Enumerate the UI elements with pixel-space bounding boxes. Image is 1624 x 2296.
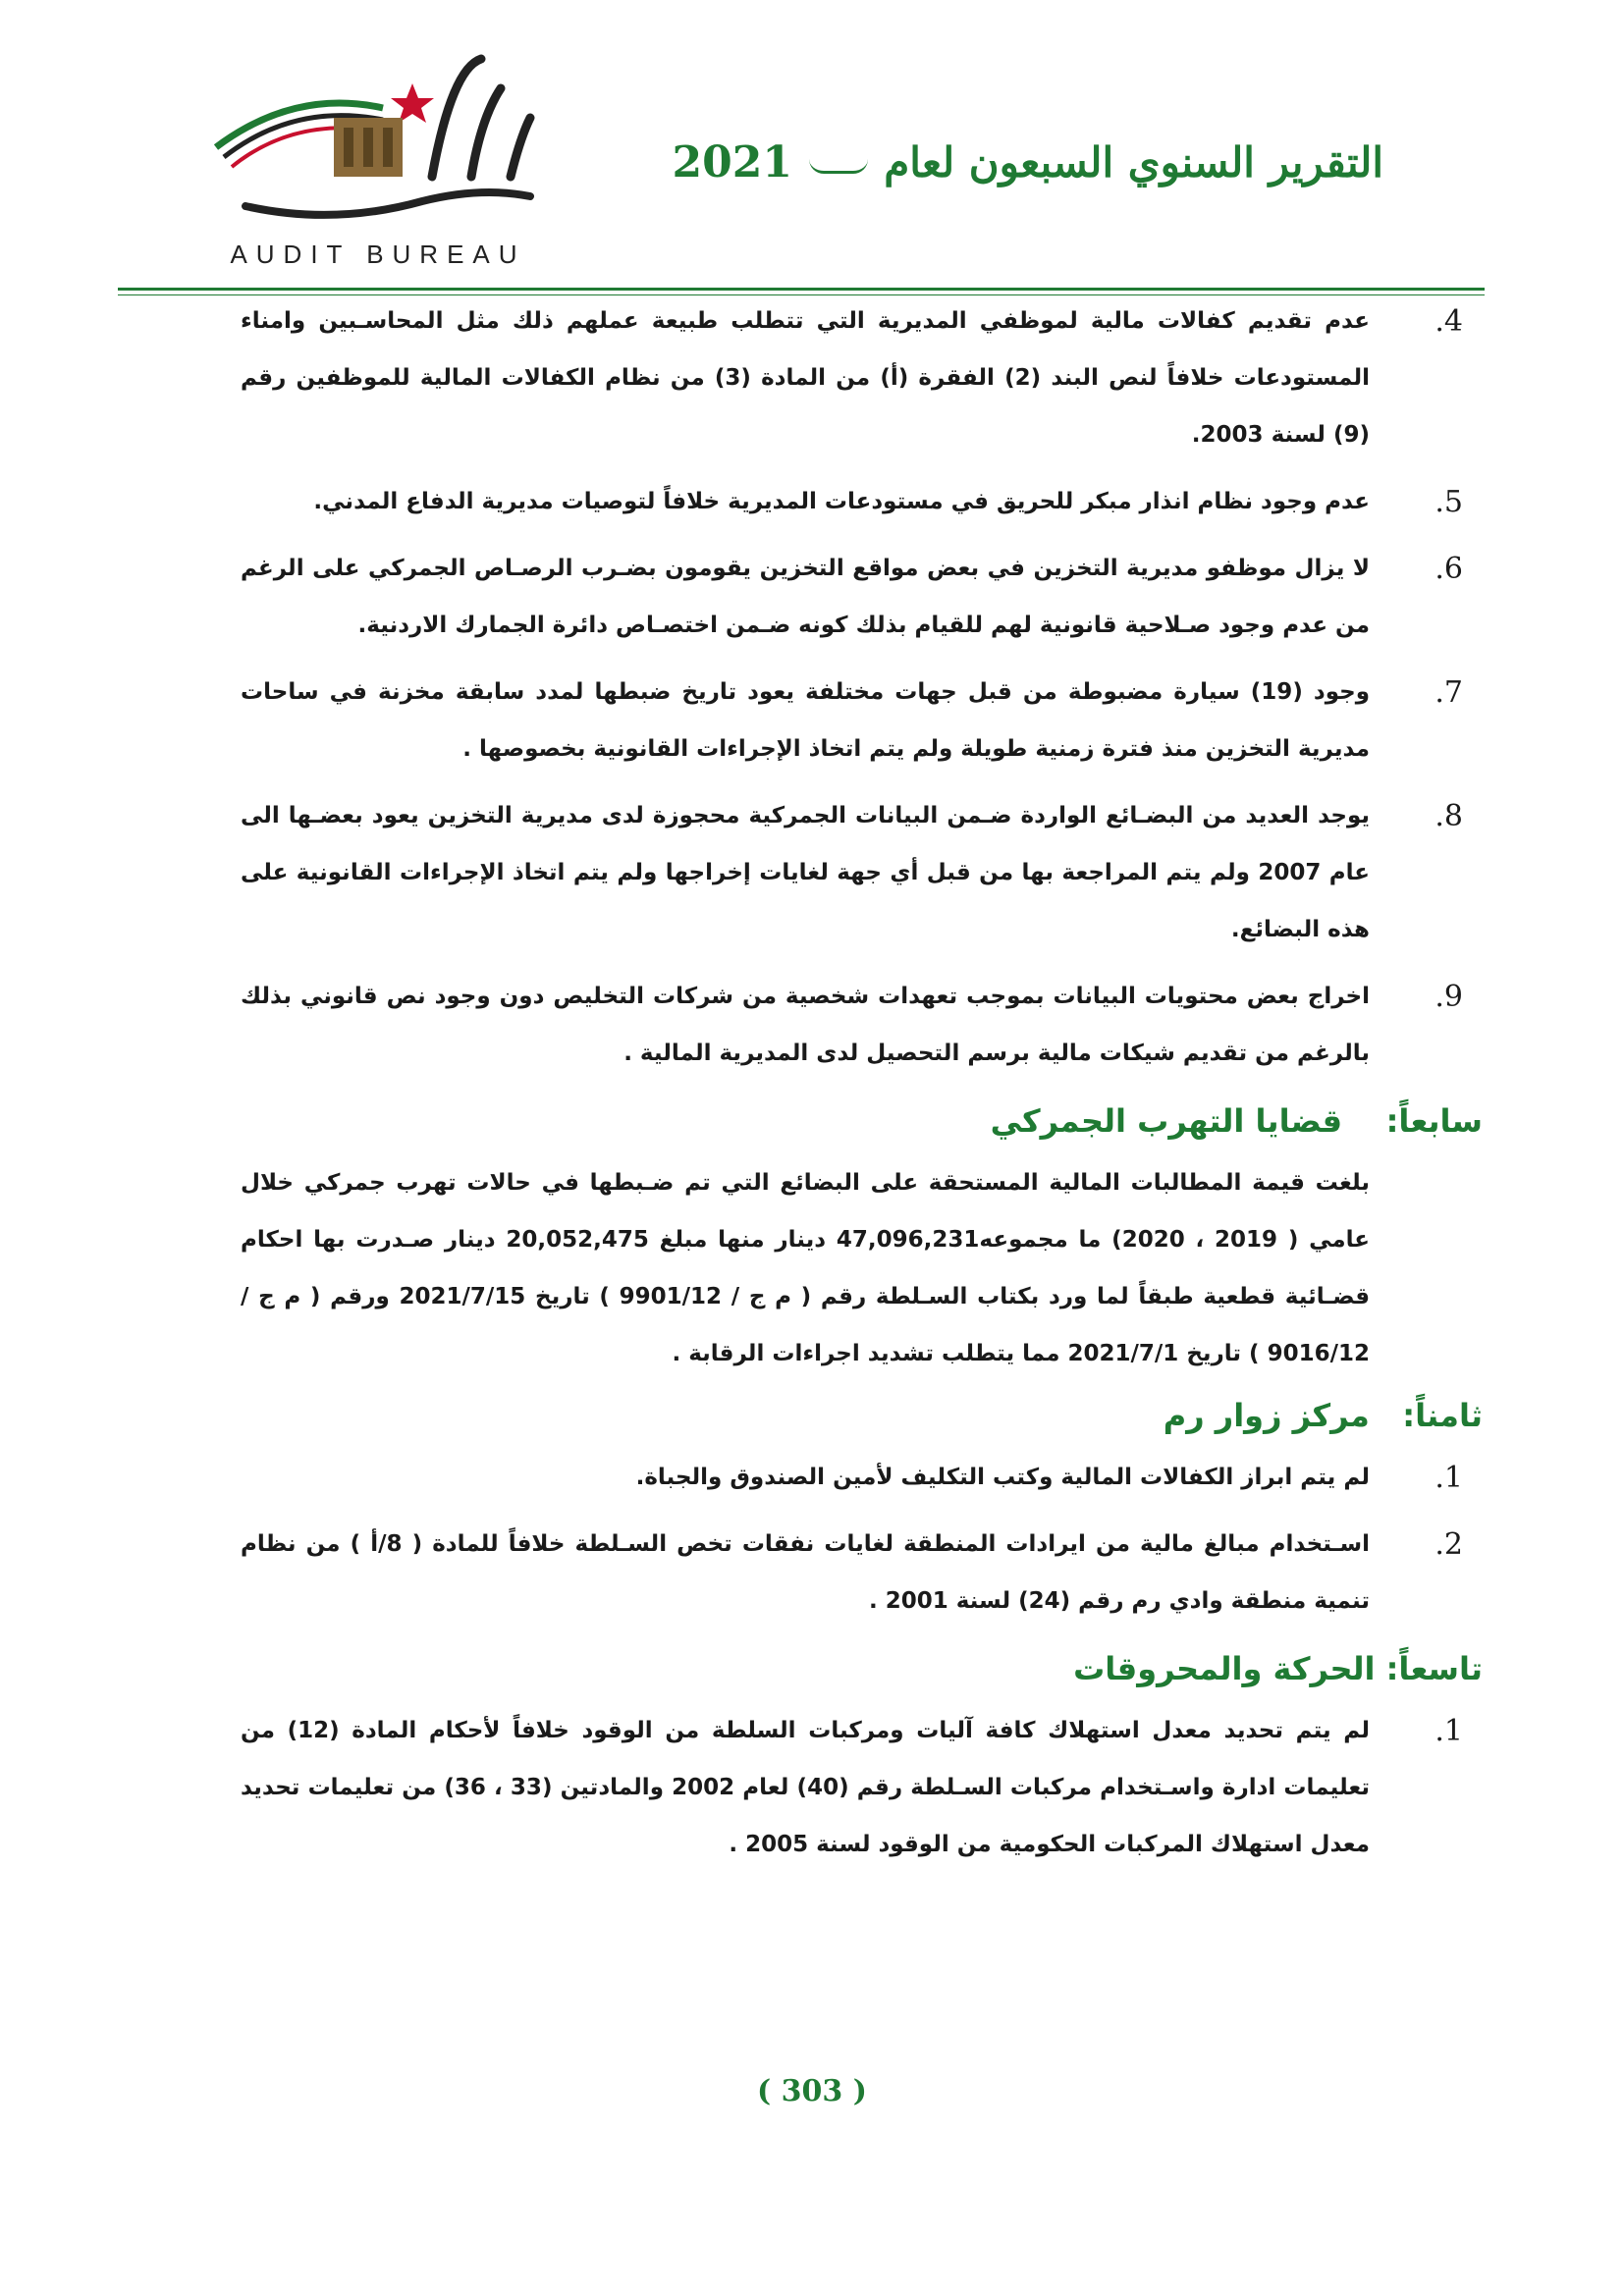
- list-item: [147, 1702, 1483, 1873]
- section-eight-heading: [147, 1386, 1483, 1445]
- report-title-text: التقرير السنوي السبعون لعام: [884, 138, 1383, 187]
- section-seven-title: قضايا التهرب الجمركي: [990, 1102, 1343, 1140]
- list-item-text: يوجد العديد من البضـائع الواردة ضـمن البيانات الجمركية محجوزة لدى مديرية التخزين يعود بعضـها الى عام 2007 ولم يتم المراجعة بها من قبل أي جهة لغايات إخراجها ولم يتم اتخاذ الإجراءات القانونية على هذه البضائع.: [241, 803, 1370, 942]
- list-item-text: اخراج بعض محتويات البيانات بموجب تعهدات شخصية من شركات التخليص دون وجود نص قانوني بذلك بالرغم من تقديم شيكات مالية برسم التحصيل لدى المديرية المالية .: [241, 984, 1370, 1066]
- list-item-text: عدم وجود نظام انذار مبكر للحريق في مستودعات المديرية خلافاً لتوصيات مديرية الدفاع المدني.: [313, 489, 1370, 514]
- section-nine-title: الحركة والمحروقات: [1073, 1650, 1376, 1687]
- list-item-text: اسـتخدام مبالغ مالية من ايرادات المنطقة لغايات نفقات تخص السـلطة خلافاً للمادة ( 8/أ ) من نظام تنمية منطقة وادي رم رقم (24) لسنة 2001 .: [241, 1531, 1370, 1614]
- list-item-number: .2: [1435, 1527, 1463, 1562]
- list-item: [147, 1449, 1483, 1506]
- section-nine-heading: [147, 1639, 1483, 1698]
- section-seven-label: سابعاً:: [1385, 1102, 1483, 1140]
- list-item-text: لا يزال موظفو مديرية التخزين في بعض مواقع التخزين يقومون بضـرب الرصـاص الجمركي على الرغم من عدم وجود صـلاحية قانونية لهم للقيام بذلك كونه ضـمن اختصـاص دائرة الجمارك الاردنية.: [241, 556, 1370, 638]
- section-seven-paragraph-wrap: [147, 1154, 1483, 1382]
- audit-bureau-logo: [187, 29, 560, 275]
- list-item-number: .7: [1435, 675, 1463, 710]
- list-item-number: .6: [1435, 552, 1463, 586]
- list-item-text: لم يتم تحديد معدل استهلاك كافة آليات ومركبات السلطة من الوقود خلافاً لأحكام المادة (12) من تعليمات ادارة واسـتخدام مركبات السـلطة رقم (40) لعام 2002 والمادتين (33 ، 36) من تعليمات تحديد معدل استهلاك المركبات الحكومية من الوقود لسنة 2005 .: [241, 1718, 1370, 1857]
- report-year: 2021: [672, 137, 792, 187]
- section-seven-heading: [147, 1092, 1483, 1150]
- list-item-text: لم يتم ابراز الكفالات المالية وكتب التكليف لأمين الصندوق والجباة.: [635, 1465, 1370, 1490]
- page-number: ( 303 ): [757, 2074, 867, 2109]
- list-item-text: عدم تقديم كفالات مالية لموظفي المديرية التي تتطلب طبيعة عملهم ذلك مثل المحاسـبين وامناء المستودعات خلافاً لنص البند (2) الفقرة (أ) من المادة (3) من نظام الكفالات المالية للموظفين رقم (9) لسنة 2003.: [241, 308, 1371, 448]
- section-eight-label: ثامناً:: [1402, 1397, 1483, 1434]
- list-item: [147, 1516, 1483, 1629]
- list-item-text: وجود (19) سيارة مضبوطة من قبل جهات مختلفة يعود تاريخ ضبطها لمدد سابقة مخزنة في ساحات مديرية التخزين منذ فترة زمنية طويلة ولم يتم اتخاذ الإجراءات القانونية بخصوصها .: [241, 679, 1370, 762]
- section-seven-paragraph: بلغت قيمة المطالبات المالية المستحقة على البضائع التي تم ضـبطها في حالات تهرب جمركي خلال عامي ( 2019 ، 2020) ما مجموعه47,096,231 دينار منها مبلغ 20,052,475 دينار صـدرت بها احكام قضـائية قطعية طبقاً لما ورد بكتاب السـلطة رقم ( م ج / 9901/12 ) تاريخ 2021/7/15 ورقم ( م ج / 9016/12 ) تاريخ 2021/7/1 مما يتطلب تشديد اجراءات الرقابة .: [241, 1170, 1371, 1366]
- title-swirl-decoration: [809, 159, 868, 174]
- list-item-number: .1: [1435, 1714, 1463, 1748]
- list-item: [147, 664, 1483, 777]
- list-item-number: .1: [1435, 1461, 1463, 1495]
- list-item: [147, 473, 1483, 530]
- list-item-number: .8: [1435, 799, 1463, 833]
- list-item: [147, 968, 1483, 1082]
- list-item-number: .4: [1435, 304, 1463, 339]
- logo-english-text: AUDIT BUREAU: [230, 240, 526, 269]
- list-item: [147, 787, 1483, 958]
- page-content: [147, 293, 1483, 1883]
- list-item-number: .5: [1435, 485, 1463, 519]
- report-title: [673, 137, 1383, 187]
- list-item-number: .9: [1435, 980, 1463, 1014]
- section-nine-label: تاسعاً:: [1385, 1650, 1483, 1687]
- list-item: [147, 293, 1483, 463]
- section-eight-title: مركز زوار رم: [1163, 1397, 1370, 1434]
- list-item: [147, 540, 1483, 654]
